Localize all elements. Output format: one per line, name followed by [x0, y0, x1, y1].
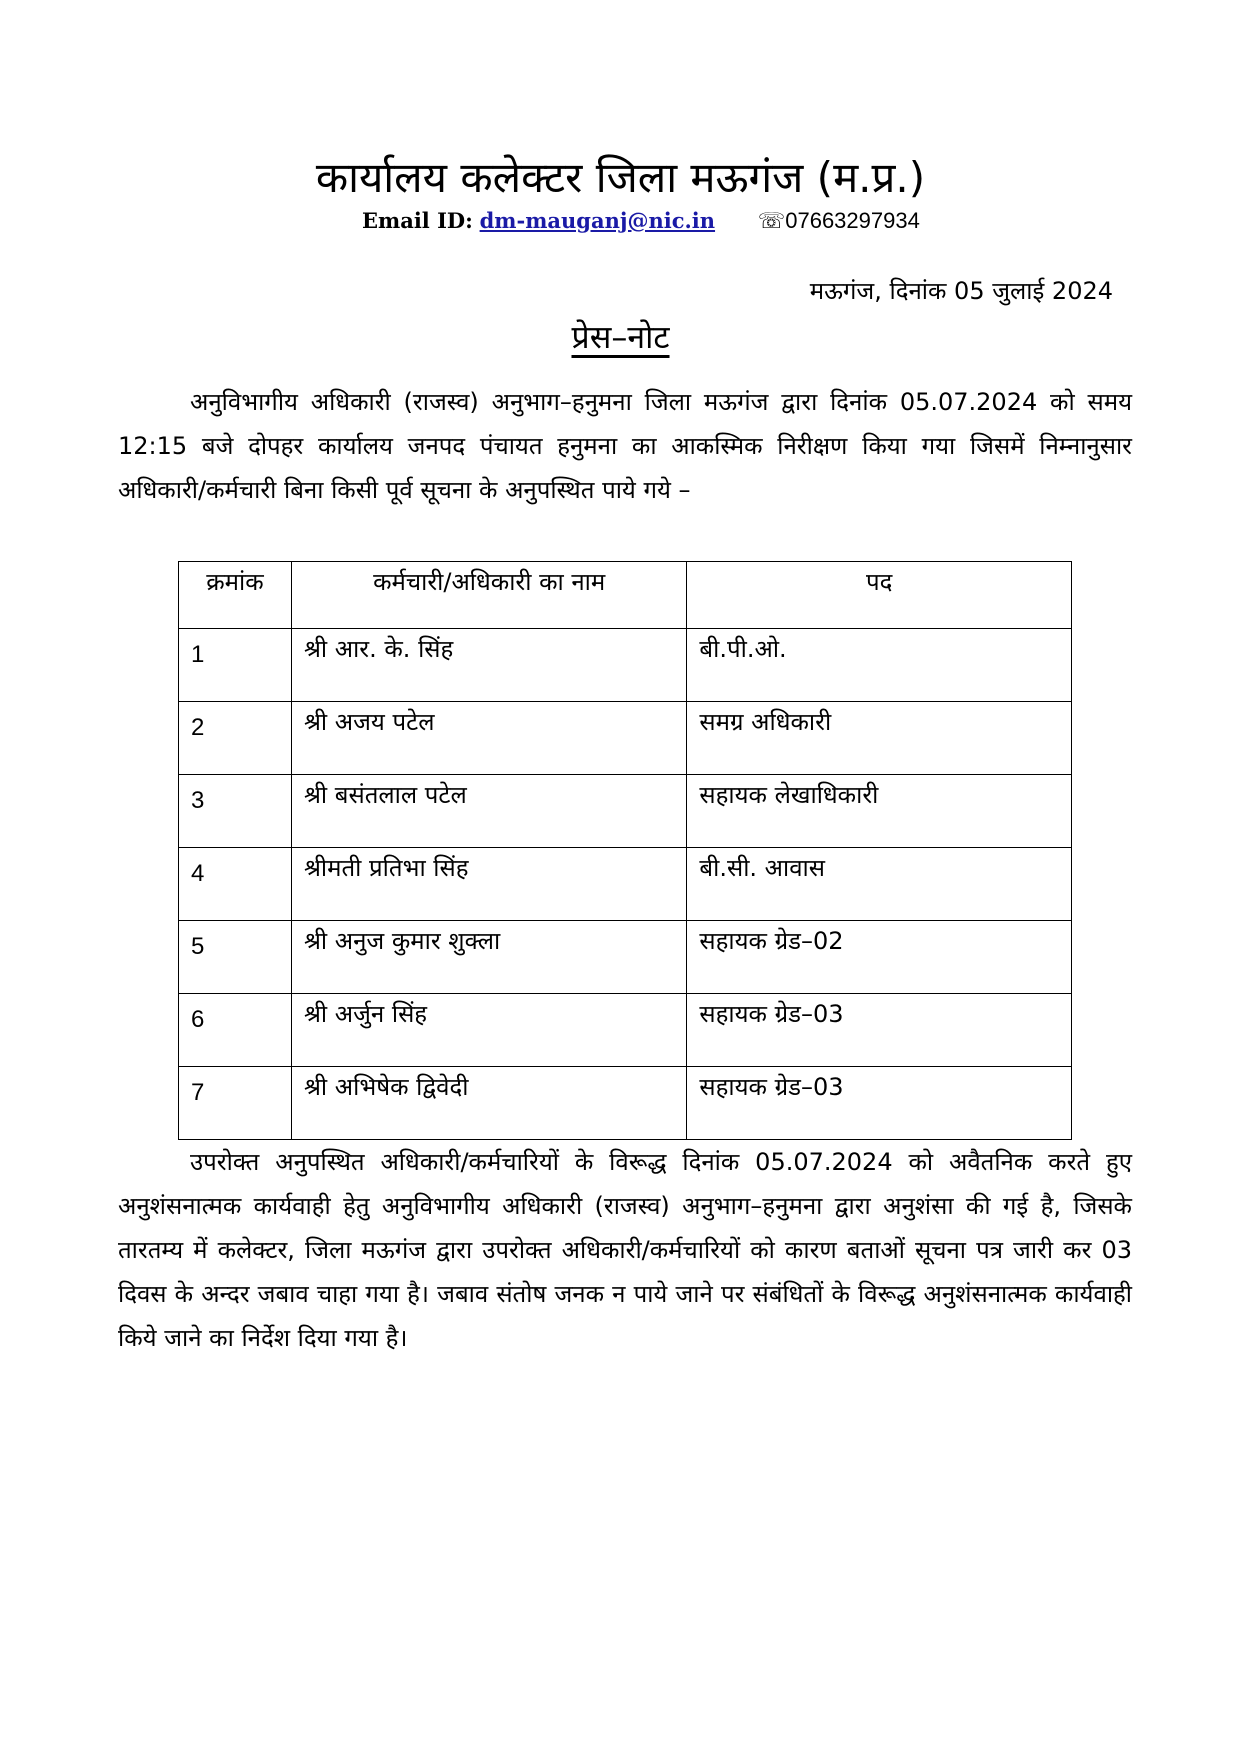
table-row	[179, 1067, 1072, 1140]
row-post: बी.पी.ओ.	[687, 629, 1072, 702]
row-post: सहायक ग्रेड–02	[687, 921, 1072, 994]
date-line: मऊगंज, दिनांक 05 जुलाई 2024	[809, 277, 1113, 305]
header-post: पद	[687, 562, 1072, 629]
row-name: श्री अर्जुन सिंह	[291, 994, 686, 1067]
row-post: समग्र अधिकारी	[687, 702, 1072, 775]
table-row	[179, 775, 1072, 848]
row-serial: 4	[179, 848, 292, 921]
row-serial: 1	[179, 629, 292, 702]
row-serial: 3	[179, 775, 292, 848]
email-link[interactable]: dm-mauganj@nic.in	[479, 208, 716, 233]
table-header-row	[179, 562, 1072, 629]
row-name: श्रीमती प्रतिभा सिंह	[291, 848, 686, 921]
press-note-heading	[0, 314, 1241, 360]
row-post: सहायक लेखाधिकारी	[687, 775, 1072, 848]
table-row	[179, 848, 1072, 921]
row-name: श्री बसंतलाल पटेल	[291, 775, 686, 848]
row-post: सहायक ग्रेड–03	[687, 994, 1072, 1067]
row-post: सहायक ग्रेड–03	[687, 1067, 1072, 1140]
row-serial: 7	[179, 1067, 292, 1140]
header-serial: क्रमांक	[179, 562, 292, 629]
table-row	[179, 921, 1072, 994]
row-name: श्री आर. के. सिंह	[291, 629, 686, 702]
table-row	[179, 629, 1072, 702]
row-name: श्री अनुज कुमार शुक्ला	[291, 921, 686, 994]
row-post: बी.सी. आवास	[687, 848, 1072, 921]
row-name: श्री अजय पटेल	[291, 702, 686, 775]
office-title: कार्यालय कलेक्टर जिला मऊगंज (म.प्र.)	[315, 153, 926, 202]
press-note-heading-text: प्रेस–नोट	[571, 318, 670, 356]
absent-staff-table	[178, 561, 1072, 1140]
paragraph-intro: अनुविभागीय अधिकारी (राजस्व) अनुभाग–हनुमना जिला मऊगंज द्वारा दिनांक 05.07.2024 को समय 12:15 बजे दोपहर कार्यालय जनपद पंचायत हनुमना का आकस्मिक निरीक्षण किया गया जिसमें निम्नानुसार अधिकारी/कर्मचारी बिना किसी पूर्व सूचना के अनुपस्थित पाये गये –	[118, 388, 1132, 504]
email-label: Email ID:	[362, 208, 473, 233]
row-serial: 5	[179, 921, 292, 994]
table-row	[179, 702, 1072, 775]
paragraph-action: उपरोक्त अनुपस्थित अधिकारी/कर्मचारियों के विरूद्ध दिनांक 05.07.2024 को अवैतनिक करते हुए अनुशंसनात्मक कार्यवाही हेतु अनुविभागीय अधिकारी (राजस्व) अनुभाग–हनुमना द्वारा अनुशंसा की गई है, जिसके तारतम्य में कलेक्टर, जिला मऊगंज द्वारा उपरोक्त अधिकारी/कर्मचारियों को कारण बताओं सूचना पत्र जारी कर 03 दिवस के अन्दर जबाव चाहा गया है। जबाव संतोष जनक न पाये जाने पर संबंधितों के विरूद्ध अनुशंसनात्मक कार्यवाही किये जाने का निर्देश दिया गया है।	[118, 1148, 1132, 1352]
header-name: कर्मचारी/अधिकारी का नाम	[291, 562, 686, 629]
contact-line	[362, 206, 920, 236]
row-serial: 2	[179, 702, 292, 775]
row-name: श्री अभिषेक द्विवेदी	[291, 1067, 686, 1140]
phone-number: ☏07663297934	[757, 208, 920, 233]
table-row	[179, 994, 1072, 1067]
row-serial: 6	[179, 994, 292, 1067]
